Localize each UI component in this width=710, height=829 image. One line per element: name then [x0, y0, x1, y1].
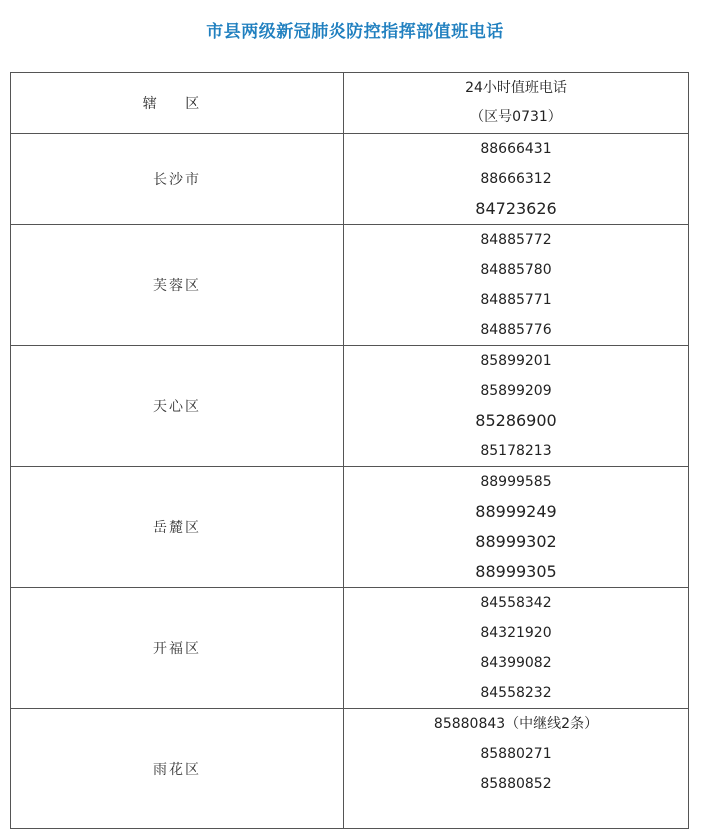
header-phone-title: 24小时值班电话	[465, 80, 567, 96]
table-row	[11, 588, 689, 709]
table-row	[11, 346, 689, 467]
region-cell	[11, 346, 344, 467]
phone-number: 88999585	[480, 474, 552, 490]
region-name: 开福区	[153, 641, 201, 657]
page-title: 市县两级新冠肺炎防控指挥部值班电话	[206, 22, 504, 42]
phones-cell	[344, 134, 689, 225]
phone-number: 84321920	[480, 625, 552, 641]
region-cell	[11, 134, 344, 225]
region-cell	[11, 709, 344, 829]
phone-number: 85880843（中继线2条）	[433, 716, 599, 732]
phone-number: 85899209	[480, 383, 552, 399]
header-phone-cell	[344, 73, 689, 134]
phones-cell	[344, 346, 689, 467]
phone-number: 85286900	[475, 411, 557, 430]
phones-cell	[344, 467, 689, 588]
phone-number: 84558342	[480, 595, 552, 611]
header-region-cell	[11, 73, 344, 134]
header-region-label: 辖 区	[142, 96, 212, 112]
phone-number: 85899201	[480, 353, 552, 369]
region-cell	[11, 225, 344, 346]
phone-number: 85178213	[480, 443, 552, 459]
header-area-code: （区号0731）	[470, 109, 562, 125]
phones-cell	[344, 225, 689, 346]
phone-number: 88999305	[475, 562, 557, 581]
region-cell	[11, 467, 344, 588]
region-name: 岳麓区	[153, 520, 201, 536]
region-name: 雨花区	[153, 761, 201, 778]
phone-number: 85880271	[480, 746, 552, 762]
table-row	[11, 467, 689, 588]
phone-number: 84723626	[475, 199, 557, 218]
duty-phone-table	[10, 72, 689, 829]
phone-number: 88999302	[475, 532, 557, 551]
phone-number: 84885771	[480, 292, 552, 308]
phone-number: 88666431	[480, 141, 552, 157]
phone-number: 84399082	[480, 655, 552, 671]
table-header-row	[11, 73, 689, 134]
region-name: 天心区	[153, 399, 201, 415]
phone-number: 88999249	[475, 502, 557, 521]
phones-cell	[344, 588, 689, 709]
phone-number: 84558232	[480, 685, 552, 701]
phone-number: 84885780	[480, 262, 552, 278]
phone-number: 88666312	[480, 171, 552, 187]
phone-number: 84885772	[480, 232, 552, 248]
region-name: 芙蓉区	[153, 278, 201, 294]
phones-cell	[344, 709, 689, 829]
table-row	[11, 134, 689, 225]
table-row	[11, 225, 689, 346]
phone-number: 85880852	[480, 776, 552, 792]
phone-number: 84885776	[480, 322, 552, 338]
region-cell	[11, 588, 344, 709]
region-name: 长沙市	[153, 172, 201, 188]
table-row	[11, 709, 689, 829]
